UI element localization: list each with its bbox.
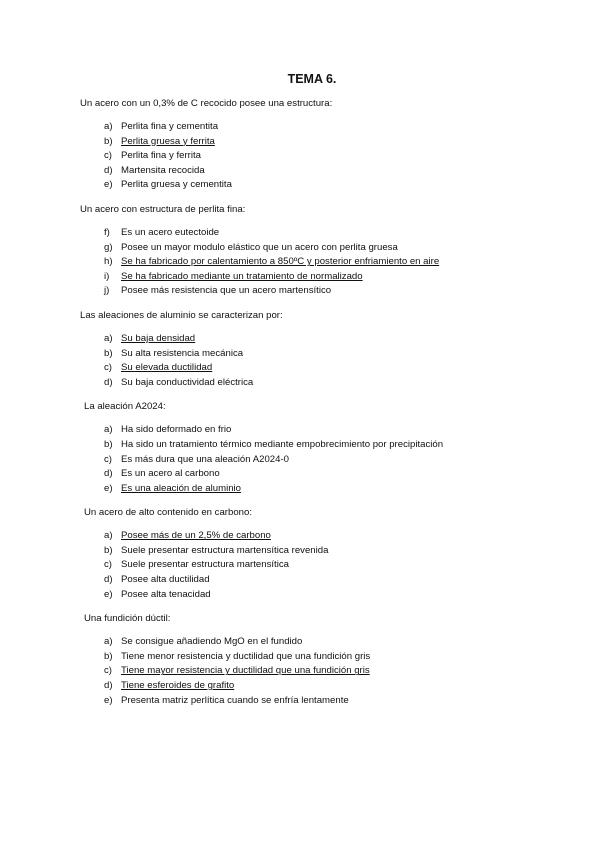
option-text-underlined: Posee más de un 2,5% de carbono — [121, 530, 271, 542]
option-letter: c) — [104, 362, 112, 374]
question-block — [80, 400, 520, 496]
option-text-underlined: Su elevada ductilidad — [121, 362, 213, 374]
option-text: Suele presentar estructura martensítica — [121, 559, 289, 571]
option-text: Ha sido deformado en frio — [121, 424, 232, 436]
option-text: Perlita fina y ferrita — [121, 150, 201, 162]
option-letter: d) — [104, 680, 113, 692]
option-text: Posee un mayor modulo elástico que un acero con perlita gruesa — [121, 241, 398, 253]
option-text: Es un acero eutectoide — [121, 226, 220, 238]
option-text: Posee más resistencia que un acero martensítico — [121, 285, 332, 297]
option-letter: c) — [104, 150, 112, 162]
option-letter: c) — [104, 453, 112, 465]
option-letter: b) — [104, 544, 113, 556]
answer-option — [80, 588, 520, 603]
answer-option — [80, 635, 520, 650]
option-letter: i) — [104, 270, 110, 282]
option-text-underlined: Se ha fabricado mediante un tratamiento de normalizado — [121, 270, 363, 282]
answer-option — [80, 178, 520, 193]
answer-option — [80, 438, 520, 453]
option-text: Tiene menor resistencia y ductilidad que una fundición gris — [121, 650, 371, 662]
answer-option — [80, 679, 520, 694]
option-letter: a) — [104, 424, 113, 436]
option-text-underlined: Su baja densidad — [121, 332, 196, 344]
option-text: Presenta matriz perlítica cuando se enfría lentamente — [121, 694, 349, 706]
option-text: Perlita fina y cementita — [121, 121, 219, 132]
answer-option — [80, 284, 520, 299]
option-letter: a) — [104, 530, 113, 542]
option-text: Se consigue añadiendo MgO en el fundido — [121, 636, 303, 648]
option-letter: d) — [104, 468, 113, 480]
question-stem: Un acero con estructura de perlita fina: — [80, 203, 246, 215]
option-text: Es más dura que una aleación A2024-0 — [121, 453, 290, 465]
question-stem: Las aleaciones de aluminio se caracterizan por: — [80, 309, 283, 321]
answer-option — [80, 270, 520, 285]
option-letter: d) — [104, 376, 113, 388]
option-text-underlined: Perlita gruesa y ferrita — [121, 135, 215, 147]
option-letter: b) — [104, 135, 113, 147]
answer-option — [80, 226, 520, 241]
answer-option — [80, 164, 520, 179]
answer-option — [80, 467, 520, 482]
document-title: TEMA 6. — [287, 72, 337, 86]
answer-option — [80, 120, 520, 135]
option-letter: c) — [104, 559, 112, 571]
option-letter: b) — [104, 347, 113, 359]
question-stem: La aleación A2024: — [84, 401, 166, 413]
option-text-underlined: Tiene mayor resistencia y ductilidad que una fundición gris — [121, 665, 370, 677]
option-text: Su baja conductividad eléctrica — [121, 376, 254, 388]
answer-option — [80, 347, 520, 362]
option-letter: b) — [104, 650, 113, 662]
question-block — [80, 612, 520, 708]
option-letter: e) — [104, 482, 113, 494]
answer-option — [80, 573, 520, 588]
answer-option — [80, 376, 520, 391]
answer-option — [80, 423, 520, 438]
option-letter: b) — [104, 438, 113, 450]
option-letter: a) — [104, 121, 113, 132]
option-letter: a) — [104, 636, 113, 648]
option-letter: d) — [104, 164, 113, 176]
answer-option — [80, 664, 520, 679]
answer-option — [80, 482, 520, 497]
question-block — [80, 97, 520, 193]
question-block — [80, 309, 520, 390]
question-block — [80, 203, 520, 299]
question-stem: Un acero de alto contenido en carbono: — [84, 507, 253, 519]
answer-option — [80, 453, 520, 468]
option-text-underlined: Tiene esferoides de grafito — [121, 680, 235, 692]
question-list — [80, 97, 520, 718]
answer-option — [80, 529, 520, 544]
option-letter: g) — [104, 241, 113, 253]
answer-option — [80, 135, 520, 150]
answer-option — [80, 149, 520, 164]
option-text-underlined: Es una aleación de aluminio — [121, 482, 242, 494]
answer-option — [80, 332, 520, 347]
option-letter: e) — [104, 179, 113, 191]
question-stem: Un acero con un 0,3% de C recocido posee una estructura: — [80, 98, 333, 109]
option-letter: a) — [104, 332, 113, 344]
option-text: Perlita gruesa y cementita — [121, 179, 232, 191]
option-text: Ha sido un tratamiento térmico mediante empobrecimiento por precipitación — [121, 438, 444, 450]
option-text: Martensita recocida — [121, 164, 205, 176]
answer-option — [80, 544, 520, 559]
answer-option — [80, 255, 520, 270]
answer-option — [80, 361, 520, 376]
option-letter: f) — [104, 226, 110, 238]
answer-option — [80, 558, 520, 573]
option-letter: e) — [104, 588, 113, 600]
option-letter: h) — [104, 256, 113, 268]
option-text-underlined: Se ha fabricado por calentamiento a 850ºC y posterior enfriamiento en aire — [121, 256, 440, 268]
option-letter: d) — [104, 574, 113, 586]
answer-option — [80, 650, 520, 665]
question-stem: Una fundición dúctil: — [84, 613, 171, 625]
option-text: Es un acero al carbono — [121, 468, 220, 480]
answer-option — [80, 694, 520, 709]
answer-option — [80, 241, 520, 256]
option-text: Suele presentar estructura martensítica revenida — [121, 544, 329, 556]
option-text: Posee alta ductilidad — [121, 574, 210, 586]
option-letter: e) — [104, 694, 113, 706]
option-text: Posee alta tenacidad — [121, 588, 211, 600]
option-letter: j) — [104, 285, 110, 297]
option-letter: c) — [104, 665, 112, 677]
option-text: Su alta resistencia mecánica — [121, 347, 244, 359]
question-block — [80, 506, 520, 602]
